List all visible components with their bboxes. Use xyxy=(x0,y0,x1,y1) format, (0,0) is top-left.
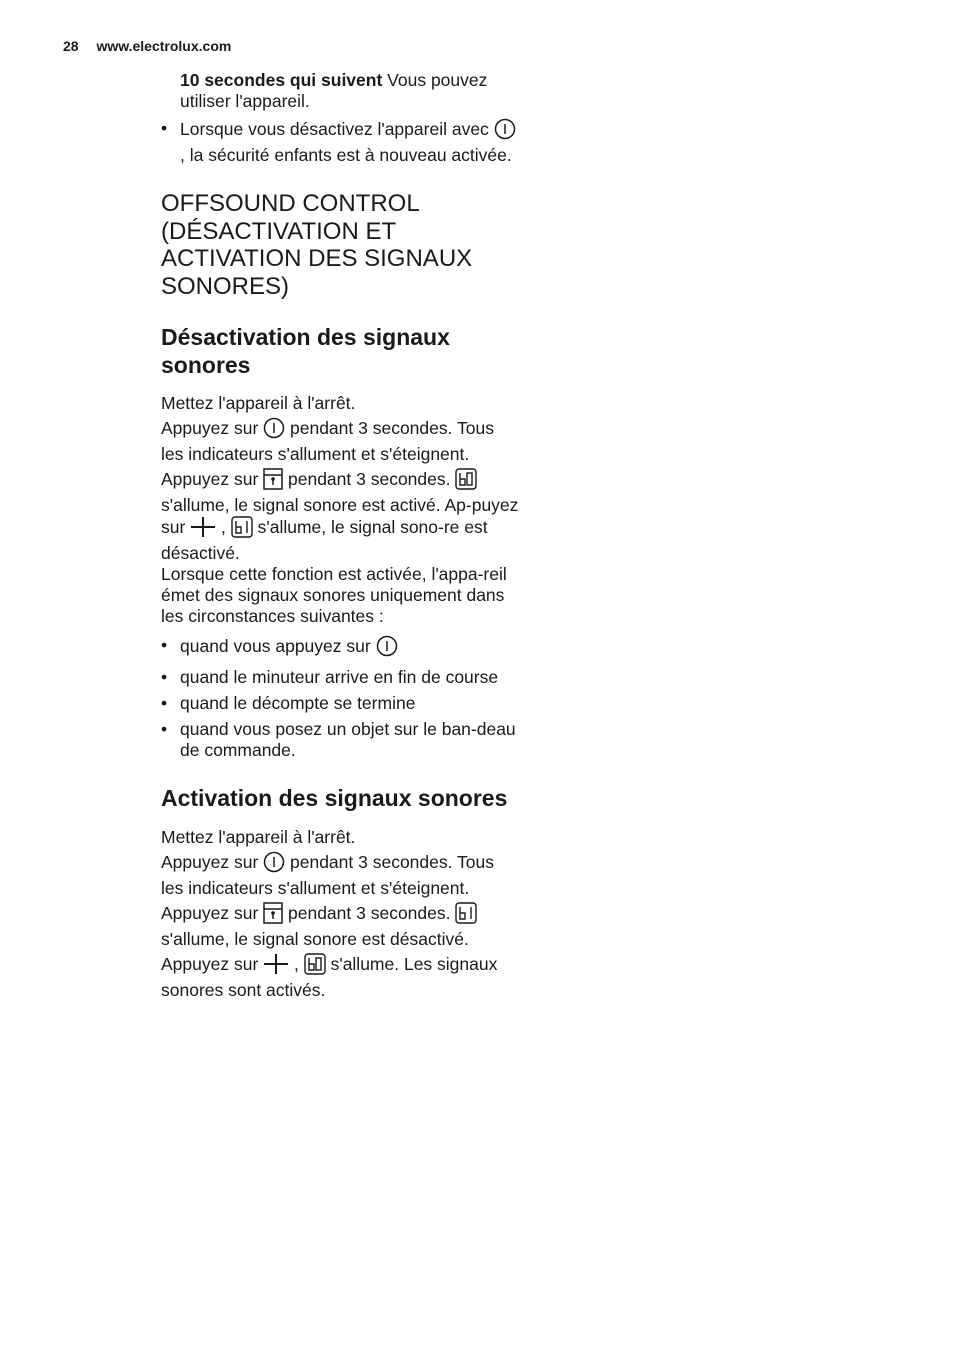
top-bullet-list xyxy=(161,118,521,166)
act-p1: Mettez l'appareil à l'arrêt. xyxy=(161,826,356,847)
display-b1-icon xyxy=(231,516,253,543)
bullet-text: , la sécurité enfants est à nouveau activée. xyxy=(180,145,512,165)
activation-heading: Activation des signaux sonores xyxy=(161,785,508,811)
act-p2 xyxy=(161,851,521,899)
text: pendant 3 secondes. xyxy=(283,902,456,923)
lock-icon xyxy=(263,468,283,495)
display-b0-icon xyxy=(455,468,477,495)
power-icon xyxy=(263,417,285,444)
bullet-text: Lorsque vous désactivez l'appareil avec xyxy=(180,119,494,139)
text: pendant 3 secondes. Tous les indicateurs s'allument et s'éteignent. xyxy=(161,418,495,464)
page-number: 28 xyxy=(63,38,79,54)
text: Appuyez sur xyxy=(161,851,264,872)
display-b1-icon xyxy=(455,902,477,929)
deactivation-body xyxy=(161,393,521,761)
act-p3 xyxy=(161,902,521,950)
deact-list xyxy=(161,635,521,761)
bold-lead: 10 secondes qui suivent xyxy=(180,70,383,90)
main-column xyxy=(161,70,521,1001)
continued-rest: Vous pouvez utiliser l'appareil. xyxy=(180,70,488,111)
list-item xyxy=(161,635,521,662)
deact-p2 xyxy=(161,417,521,465)
plus-icon xyxy=(263,953,289,980)
power-icon xyxy=(263,851,285,878)
plus-icon xyxy=(190,516,216,543)
text: , xyxy=(289,953,304,974)
list-item: • quand vous posez un objet sur le ban-deau de commande. xyxy=(161,719,521,761)
deact-p4: Lorsque cette fonction est activée, l'appa-reil émet des signaux sonores uniquement dans les circonstances suivantes : xyxy=(161,564,507,626)
power-icon xyxy=(494,118,516,145)
text: s'allume, le signal sono-re est désactivé. xyxy=(161,517,488,563)
text: s'allume, le signal sonore est désactivé. xyxy=(161,928,469,949)
list-item: • quand le minuteur arrive en fin de course xyxy=(161,667,521,688)
section-title: OFFSOUND CONTROL (DÉSACTIVATION ET ACTIVATION DES SIGNAUX SONORES) xyxy=(161,190,473,300)
list-item xyxy=(161,118,521,166)
text: s'allume, le signal sonore est activé. Ap-puyez sur xyxy=(161,495,519,537)
text: s'allume. Les signaux sonores sont activés. xyxy=(161,953,498,1000)
text: Appuyez sur xyxy=(161,902,264,923)
continued-text xyxy=(161,70,521,112)
lock-icon xyxy=(263,902,283,929)
deact-p3 xyxy=(161,468,521,564)
text: , xyxy=(216,517,231,537)
activation-body xyxy=(161,827,521,1001)
display-b0-icon xyxy=(304,953,326,980)
text: pendant 3 secondes. Tous les indicateurs s'allument et s'éteignent. xyxy=(161,851,495,898)
list-item: • quand le décompte se termine xyxy=(161,693,521,714)
list-text: quand vous appuyez sur xyxy=(180,636,376,656)
page-header xyxy=(63,38,231,54)
text: Appuyez sur xyxy=(161,953,264,974)
deactivation-heading: Désactivation des signaux sonores xyxy=(161,324,450,378)
deact-p1: Mettez l'appareil à l'arrêt. xyxy=(161,393,356,413)
power-icon xyxy=(376,635,398,662)
act-p4 xyxy=(161,953,521,1001)
site-url: www.electrolux.com xyxy=(96,38,232,54)
text: Appuyez sur xyxy=(161,418,264,438)
text: pendant 3 secondes. xyxy=(283,469,456,489)
text: Appuyez sur xyxy=(161,469,264,489)
